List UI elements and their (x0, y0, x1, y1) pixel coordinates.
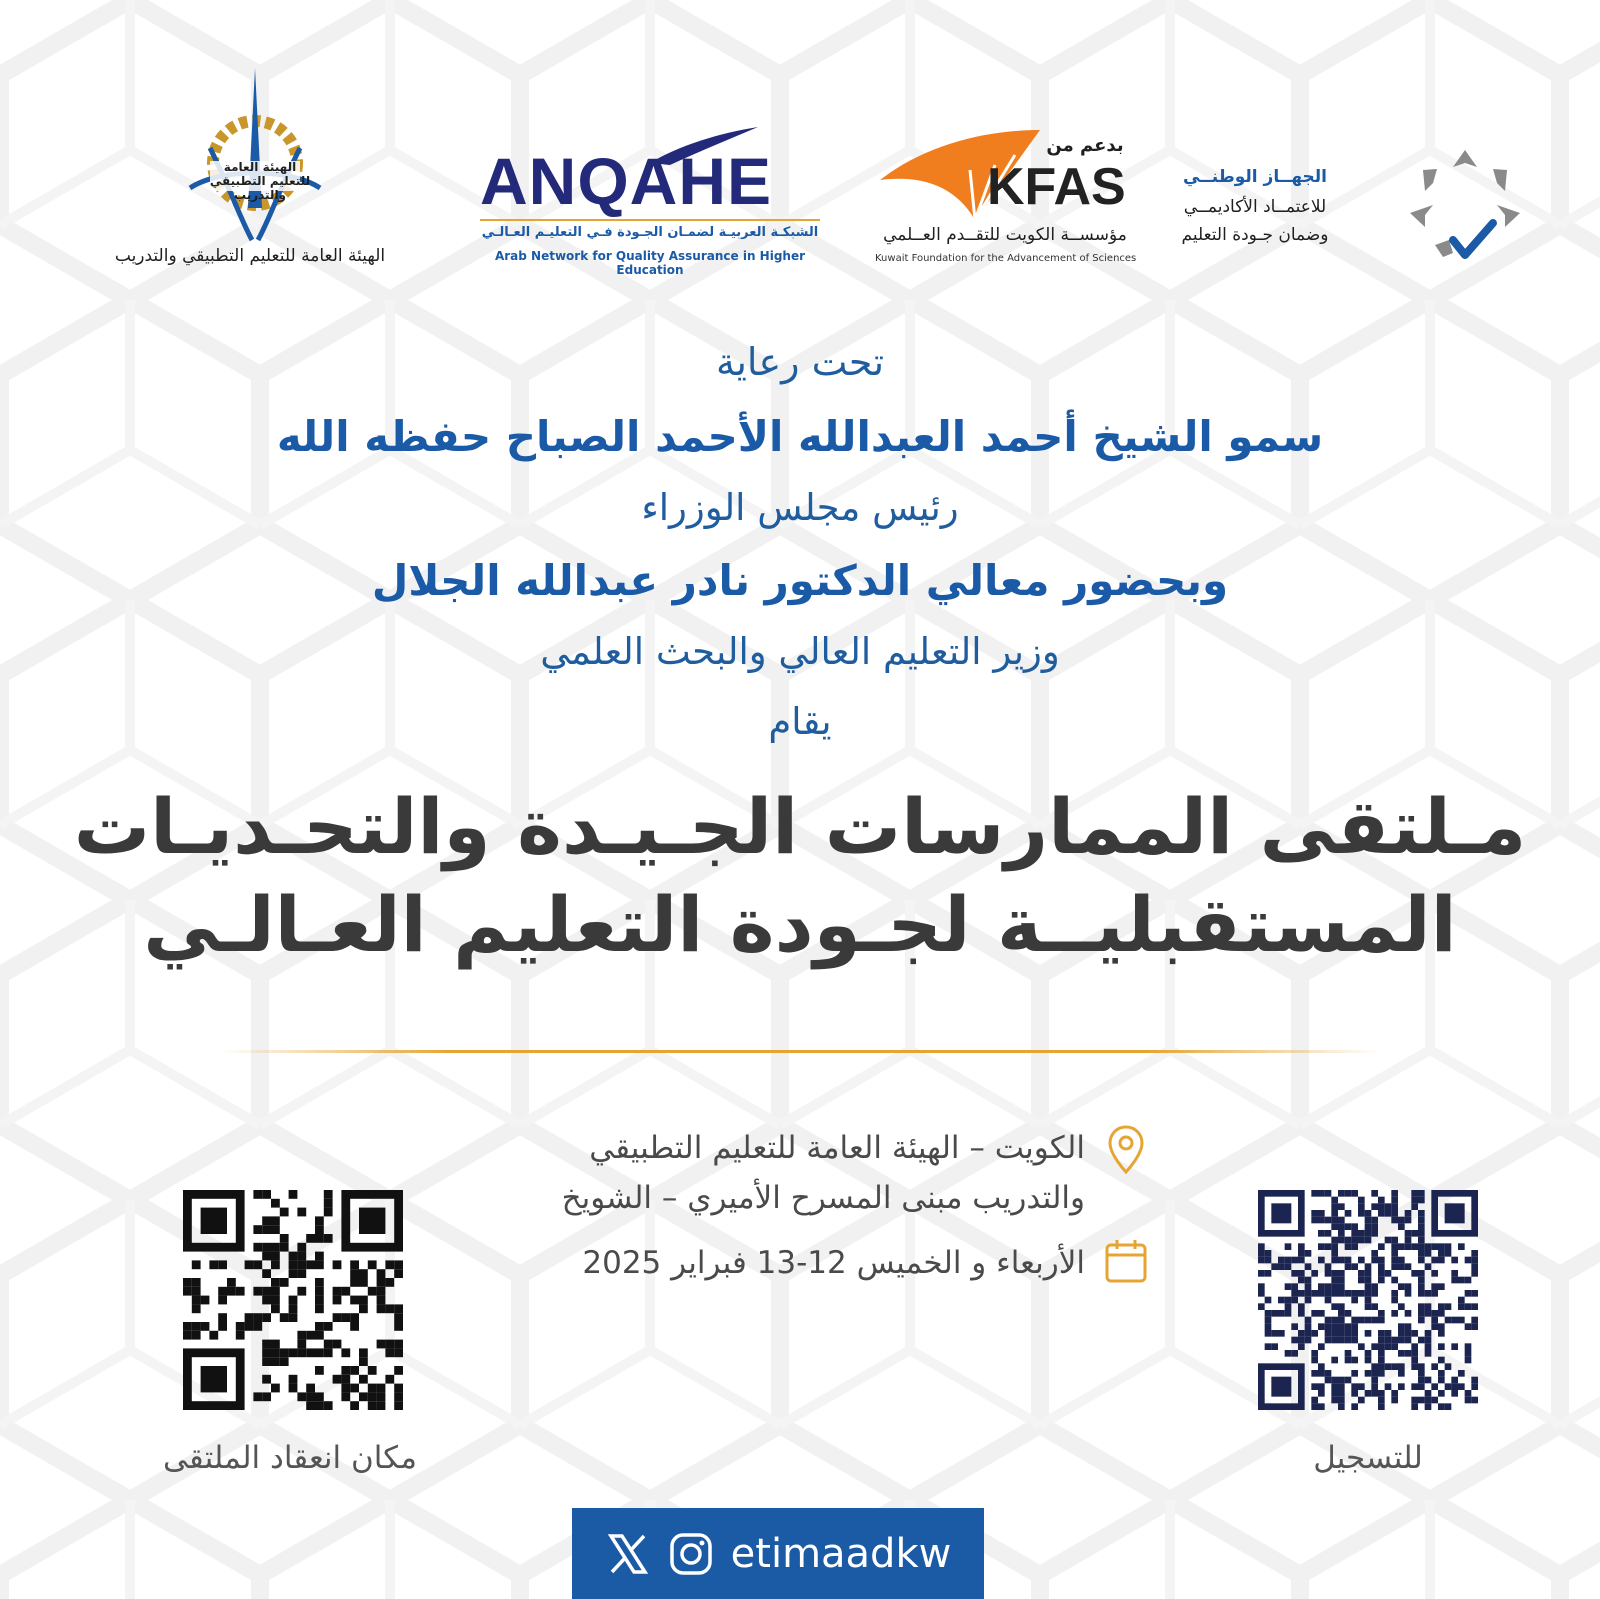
paaet-emblem-text: الهيئة العامة للتعليم التطبيقي والتدريب (209, 160, 311, 202)
event-date: الأربعاء و الخميس 12-13 فبراير 2025 (582, 1245, 1085, 1281)
anqahe-english-name: Arab Network for Quality Assurance in Higher Education (494, 249, 806, 277)
attendance-title: وزير التعليم العالي والبحث العلمي (540, 630, 1060, 673)
anqahe-acronym: ANQAHE (480, 144, 773, 218)
register-qr-code[interactable] (1258, 1190, 1478, 1410)
kfas-arabic-name: مؤسســة الكويت للتقــدم العــلمي (883, 225, 1127, 245)
anqahe-arabic-name: الشبكـة العربيـة لضمـان الجـودة فـي التعليـم العـالـي (481, 225, 819, 240)
organizes-label: يقام (768, 700, 832, 743)
instagram-icon[interactable] (669, 1532, 713, 1576)
event-title-line2: المستقبليــة لجـودة التعليم العـالـي (143, 880, 1457, 969)
paaet-caption: الهيئة العامة للتعليم التطبيقي والتدريب (114, 246, 386, 266)
kfas-logo (875, 125, 1160, 275)
register-qr-label: للتسجيل (1313, 1440, 1423, 1476)
patron-name: سمو الشيخ أحمد العبدالله الأحمد الصباح حفظه الله (276, 412, 1324, 461)
gold-divider (220, 1050, 1380, 1053)
kfas-support-label: بدعم من (1046, 135, 1124, 156)
paaet-emblem-icon (180, 68, 330, 243)
social-handle[interactable]: etimaadkw (730, 1530, 952, 1577)
patronage-label: تحت رعاية (715, 340, 885, 384)
nac-line3: وضمان جـودة التعليم (1181, 225, 1329, 245)
nac-line2: للاعتمــاد الأكاديمــي (1183, 197, 1327, 217)
venue-qr-label: مكان انعقاد الملتقى (163, 1440, 417, 1476)
kfas-english-name: Kuwait Foundation for the Advancement of Sciences (875, 253, 1137, 264)
nac-logo (1170, 145, 1530, 280)
location-pin-icon (1108, 1125, 1144, 1175)
location-line1: الكويت – الهيئة العامة للتعليم التطبيقي (589, 1130, 1085, 1166)
location-line2: والتدريب مبنى المسرح الأميري – الشويخ (561, 1180, 1085, 1216)
event-title-line1: مـلتقى الممارسات الجـيـدة والتحـديـات (73, 782, 1527, 871)
attendance-name: وبحضور معالي الدكتور نادر عبدالله الجلال (371, 556, 1229, 605)
anqahe-divider (480, 219, 820, 221)
calendar-icon (1104, 1238, 1148, 1284)
anqahe-logo (480, 125, 830, 275)
nac-star-icon (1405, 145, 1525, 270)
social-bar (572, 1508, 984, 1599)
kfas-acronym: KFAS (987, 158, 1126, 216)
paaet-logo (85, 68, 425, 278)
x-icon[interactable] (605, 1531, 651, 1577)
patron-title: رئيس مجلس الوزراء (641, 486, 959, 529)
venue-qr-code[interactable] (183, 1190, 403, 1410)
nac-line1: الجهــاز الوطنــي (1182, 167, 1328, 187)
